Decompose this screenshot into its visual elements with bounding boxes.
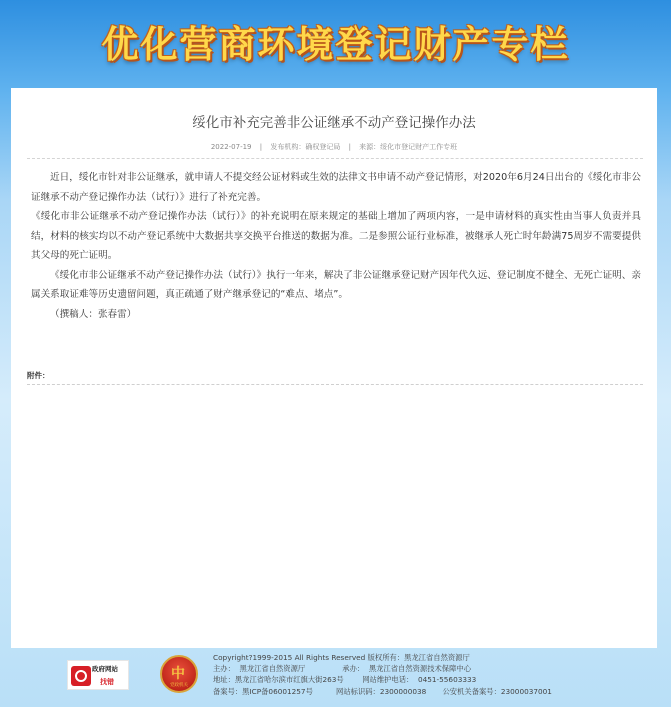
attachment-label: 附件： — [27, 371, 50, 380]
footer-record: 备案号：黑ICP备06001257号 网站标识码：2300000038 公安机关备案号：23000037001 — [213, 686, 552, 696]
footer-sponsor: 主办： 黑龙江省自然资源厅 承办： 黑龙江省自然资源技术保障中心 — [213, 664, 471, 674]
gov-site-error-badge[interactable] — [67, 660, 129, 690]
party-gov-emblem-badge[interactable] — [160, 655, 198, 693]
publish-date: 2022-07-19 — [210, 143, 252, 151]
page-banner — [0, 0, 671, 86]
footer-info — [213, 652, 552, 697]
footer-copyright: Copyright?1999-2015 All Rights Reserved 版权所有：黑龙江省自然资源厅 — [213, 653, 470, 662]
party-gov-emblem-icon: 中 — [171, 666, 185, 682]
paragraph: 近日，绥化市针对非公证继承，就申请人不提交经公证材料或生效的法律文书申请不动产登记情形，对2020年6月24日出台的《绥化市非公证继承不动产登记操作办法（试行）》进行了补充完善。 — [31, 172, 641, 203]
paragraph: 《绥化市非公证继承不动产登记操作办法（试行）》的补充说明在原来规定的基础上增加了两项内容，一是申请材料的真实性由当事人负责并具结，材料的核实均以不动产登记系统中大数据共享交换平台推送的数据为准。二是参照公证行业标准，被继承人死亡时年龄满75周岁不需要提供其父母的死亡证明。 — [31, 211, 641, 261]
article-title: 绥化市补充完善非公证继承不动产登记操作办法 — [192, 115, 476, 131]
gov-badge-line2: 找错 — [100, 678, 114, 686]
title-divider — [27, 158, 643, 159]
publisher: 发布机构：确权登记局 — [270, 143, 341, 151]
meta-separator: | — [348, 143, 351, 151]
gov-badge-line1: 政府网站 — [92, 665, 118, 673]
emblem-caption: 党政机关 — [170, 683, 188, 688]
paragraph: 《绥化市非公证继承不动产登记操作办法（试行）》执行一年来，解决了非公证继承登记财产因年代久远、登记制度不健全、无死亡证明、亲属关系取证难等历史遗留问题，真正疏通了财产继承登记的“难点、堵点”。 — [31, 269, 641, 300]
footer-address: 地址：黑龙江省哈尔滨市红旗大街263号 网站维护电话： 0451-55603333 — [213, 675, 477, 685]
article-body — [31, 168, 641, 324]
meta-separator: | — [259, 143, 263, 151]
article-panel — [11, 88, 657, 648]
article-meta — [11, 142, 657, 152]
banner-title: 优化营商环境登记财产专栏 — [101, 23, 570, 66]
author-line: （撰稿人：张春雷） — [50, 308, 137, 320]
gov-site-error-badge-icon — [71, 666, 91, 686]
attachment-divider — [27, 384, 643, 385]
source: 来源：绥化市登记财产工作专班 — [359, 143, 458, 151]
